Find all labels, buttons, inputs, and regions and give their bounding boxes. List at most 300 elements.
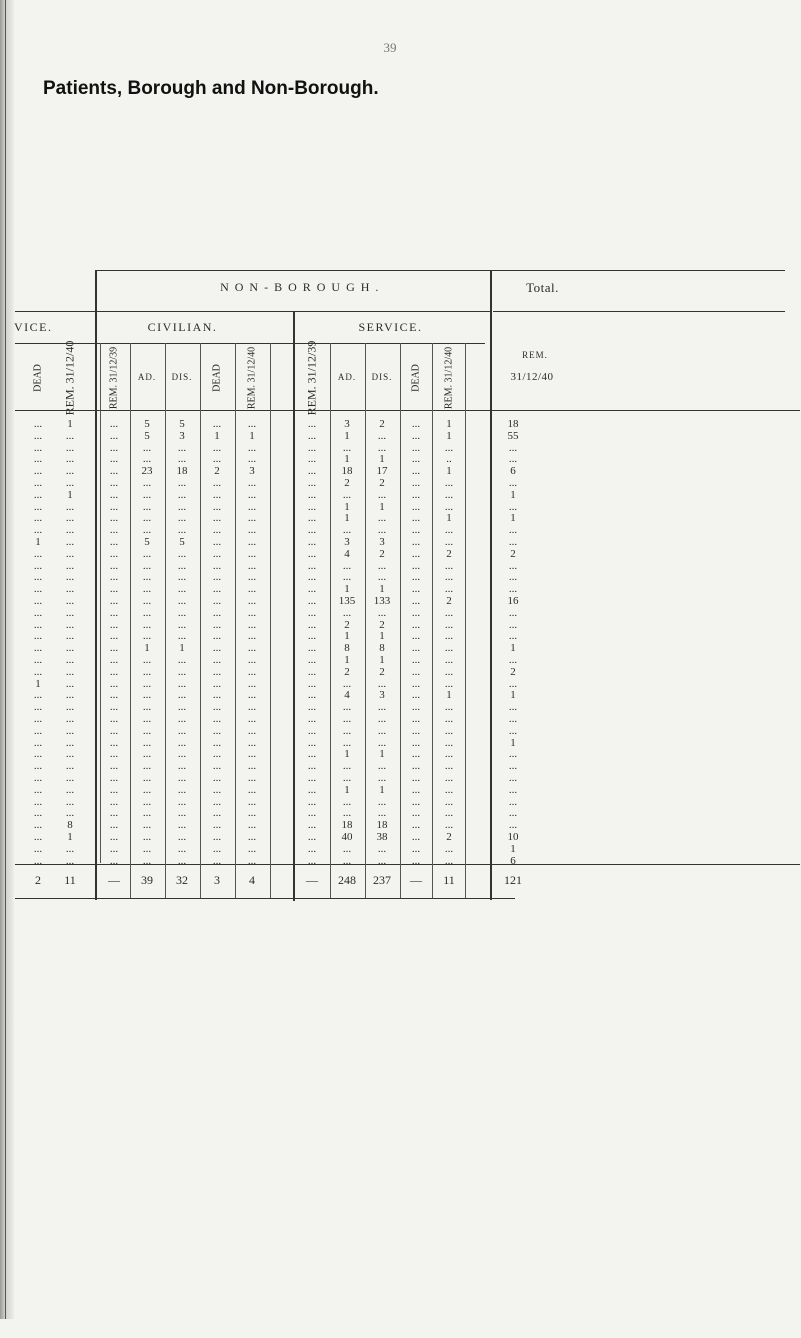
table-cell: ... bbox=[212, 772, 222, 784]
col-rem40-svc: REM. 31/12/40 bbox=[443, 346, 455, 410]
table-cell: ... bbox=[411, 724, 421, 737]
table-cell: ... bbox=[508, 760, 518, 773]
header-non-borough: N O N - B O R O U G H . bbox=[220, 280, 380, 294]
table-cell: ... bbox=[444, 488, 454, 501]
table-cell: ... bbox=[142, 512, 152, 525]
table-cell: ... bbox=[377, 724, 387, 737]
table-cell: ... bbox=[33, 547, 43, 560]
table-cell: ... bbox=[177, 665, 187, 678]
table-cell: ... bbox=[411, 536, 421, 548]
table-cell: ... bbox=[247, 654, 257, 666]
table-cell: ... bbox=[142, 654, 152, 666]
col-rem39-civ: REM. 31/12/39 bbox=[108, 346, 120, 410]
table-cell: ... bbox=[212, 618, 222, 631]
table-cell: 1 bbox=[344, 453, 350, 466]
table-cell: ... bbox=[109, 500, 119, 513]
table-cell: ... bbox=[142, 618, 152, 631]
table-cell: ... bbox=[444, 819, 454, 832]
table-cell: ... bbox=[377, 854, 387, 867]
table-cell: ... bbox=[377, 524, 387, 537]
table-cell: ... bbox=[508, 583, 518, 596]
table-cell: ... bbox=[411, 571, 421, 584]
table-cell: 1 bbox=[446, 465, 452, 478]
table-cell: ... bbox=[342, 854, 352, 867]
table-cell: ... bbox=[307, 689, 317, 702]
col-dis-civ: DIS. bbox=[171, 372, 193, 382]
table-cell: ... bbox=[444, 524, 454, 537]
table-cell: ... bbox=[142, 807, 152, 820]
table-cell: ... bbox=[33, 772, 43, 784]
table-cell: 18 bbox=[341, 465, 353, 478]
table-cell: ... bbox=[377, 488, 387, 501]
table-cell: ... bbox=[247, 807, 257, 820]
table-cell: ... bbox=[177, 748, 187, 761]
table-cell: ... bbox=[411, 831, 421, 843]
table-cell: ... bbox=[247, 713, 257, 725]
table-cell: ... bbox=[65, 689, 75, 702]
table-cell: ... bbox=[247, 665, 257, 678]
table-cell: ... bbox=[142, 441, 152, 454]
table-cell: ... bbox=[342, 488, 352, 501]
table-cell: ... bbox=[377, 559, 387, 572]
table-cell: ... bbox=[33, 571, 43, 584]
table-cell: ... bbox=[307, 559, 317, 572]
table-cell: ... bbox=[177, 583, 187, 596]
table-cell: ... bbox=[142, 630, 152, 643]
table-cell: ... bbox=[142, 665, 152, 678]
table-cell: ... bbox=[444, 713, 454, 725]
table-cell: 1 bbox=[510, 642, 516, 655]
table-cell: ... bbox=[342, 772, 352, 784]
table-cell: ... bbox=[142, 831, 152, 843]
table-cell: 135 bbox=[338, 595, 356, 607]
table-cell: ... bbox=[342, 441, 352, 454]
table-cell: ... bbox=[377, 701, 387, 714]
table-cell: 2 bbox=[510, 547, 516, 560]
table-cell: ... bbox=[33, 630, 43, 643]
table-cell: ... bbox=[65, 665, 75, 678]
table-cell: ... bbox=[411, 654, 421, 666]
table-cell: ... bbox=[177, 524, 187, 537]
table-cell: 133 bbox=[373, 595, 391, 607]
table-cell: ... bbox=[33, 819, 43, 832]
table-cell: 1 bbox=[446, 689, 452, 702]
table-cell: 4 bbox=[344, 689, 350, 702]
table-cell: ... bbox=[109, 736, 119, 749]
table-cell: ... bbox=[247, 418, 257, 430]
table-cell: 1 bbox=[67, 831, 73, 843]
table-cell: ... bbox=[177, 842, 187, 855]
table-cell: ... bbox=[247, 571, 257, 584]
header-vice: VICE. bbox=[14, 320, 53, 334]
total-cell: — bbox=[410, 873, 422, 887]
table-cell: 1 bbox=[344, 500, 350, 513]
table-cell: ... bbox=[377, 807, 387, 820]
table-cell: ... bbox=[33, 465, 43, 478]
table-cell: ... bbox=[307, 618, 317, 631]
table-cell: ... bbox=[411, 642, 421, 655]
table-cell: ... bbox=[212, 724, 222, 737]
table-cell: ... bbox=[109, 748, 119, 761]
table-cell: 2 bbox=[214, 465, 220, 478]
table-cell: ... bbox=[65, 701, 75, 714]
table-cell: ... bbox=[177, 512, 187, 525]
table-cell: ... bbox=[109, 606, 119, 619]
table-cell: 3 bbox=[379, 536, 385, 548]
table-cell: ... bbox=[142, 748, 152, 761]
table-cell: ... bbox=[33, 642, 43, 655]
table-cell: ... bbox=[142, 783, 152, 796]
table-cell: ... bbox=[65, 630, 75, 643]
table-cell: ... bbox=[33, 842, 43, 855]
table-cell: ... bbox=[177, 689, 187, 702]
table-cell: 1 bbox=[446, 429, 452, 442]
table-cell: ... bbox=[109, 595, 119, 607]
total-cell: 4 bbox=[249, 873, 255, 887]
table-cell: ... bbox=[411, 854, 421, 867]
table-cell: ... bbox=[307, 595, 317, 607]
table-cell: ... bbox=[307, 795, 317, 808]
table-cell: ... bbox=[33, 724, 43, 737]
table-cell: ... bbox=[307, 453, 317, 466]
table-cell: ... bbox=[247, 536, 257, 548]
rule-top bbox=[95, 270, 785, 271]
table-cell: ... bbox=[411, 630, 421, 643]
table-cell: .. bbox=[446, 453, 452, 466]
table-cell: ... bbox=[508, 477, 518, 489]
table-cell: ... bbox=[247, 842, 257, 855]
table-cell: ... bbox=[411, 595, 421, 607]
table-cell: ... bbox=[109, 418, 119, 430]
table-cell: ... bbox=[444, 783, 454, 796]
table-cell: 2 bbox=[379, 618, 385, 631]
table-cell: ... bbox=[377, 677, 387, 690]
table-cell: ... bbox=[307, 500, 317, 513]
col-dead-civ: DEAD bbox=[211, 364, 223, 392]
table-cell: ... bbox=[65, 559, 75, 572]
table-cell: ... bbox=[109, 642, 119, 655]
header-civilian: CIVILIAN. bbox=[147, 320, 218, 334]
table-cell: ... bbox=[444, 748, 454, 761]
table-cell: ... bbox=[65, 748, 75, 761]
table-cell: ... bbox=[342, 795, 352, 808]
table-cell: ... bbox=[212, 595, 222, 607]
total-cell: 2 bbox=[35, 873, 41, 887]
table-cell: ... bbox=[444, 677, 454, 690]
table-cell: ... bbox=[307, 665, 317, 678]
table-cell: ... bbox=[177, 441, 187, 454]
table-cell: ... bbox=[411, 783, 421, 796]
table-cell: 5 bbox=[144, 536, 150, 548]
vrule-2 bbox=[100, 343, 101, 863]
vrule-4 bbox=[165, 343, 166, 898]
table-cell: 3 bbox=[379, 689, 385, 702]
table-cell: ... bbox=[307, 512, 317, 525]
table-cell: ... bbox=[177, 477, 187, 489]
table-cell: ... bbox=[377, 772, 387, 784]
table-cell: ... bbox=[142, 606, 152, 619]
table-cell: ... bbox=[411, 441, 421, 454]
table-cell: ... bbox=[411, 500, 421, 513]
table-cell: ... bbox=[247, 595, 257, 607]
vrule-1 bbox=[95, 270, 97, 900]
table-cell: ... bbox=[508, 701, 518, 714]
table-cell: ... bbox=[342, 713, 352, 725]
table-cell: ... bbox=[33, 559, 43, 572]
table-cell: ... bbox=[109, 429, 119, 442]
vrule-13 bbox=[465, 343, 466, 898]
table-cell: ... bbox=[33, 595, 43, 607]
table-cell: 1 bbox=[67, 488, 73, 501]
table-cell: ... bbox=[109, 665, 119, 678]
rule-subgroup bbox=[15, 343, 485, 344]
table-cell: ... bbox=[109, 772, 119, 784]
table-cell: ... bbox=[177, 618, 187, 631]
table-cell: ... bbox=[109, 760, 119, 773]
table-cell: ... bbox=[411, 807, 421, 820]
table-cell: ... bbox=[508, 524, 518, 537]
table-cell: ... bbox=[33, 748, 43, 761]
table-cell: ... bbox=[307, 571, 317, 584]
rule-header-bottom bbox=[15, 410, 800, 411]
table-cell: ... bbox=[177, 654, 187, 666]
table-cell: ... bbox=[177, 724, 187, 737]
col-dead-vice: DEAD bbox=[32, 364, 44, 392]
table-cell: ... bbox=[109, 630, 119, 643]
table-cell: ... bbox=[177, 760, 187, 773]
table-cell: ... bbox=[212, 783, 222, 796]
total-cell: 11 bbox=[443, 873, 455, 887]
table-cell: ... bbox=[142, 689, 152, 702]
table-cell: ... bbox=[307, 831, 317, 843]
table-cell: 55 bbox=[507, 429, 519, 442]
table-cell: ... bbox=[247, 677, 257, 690]
table-cell: ... bbox=[342, 524, 352, 537]
table-cell: ... bbox=[212, 418, 222, 430]
rule-totals-top bbox=[15, 864, 800, 865]
table-cell: ... bbox=[307, 642, 317, 655]
table-cell: ... bbox=[307, 783, 317, 796]
table-cell: ... bbox=[212, 795, 222, 808]
table-cell: ... bbox=[247, 689, 257, 702]
page-number: 39 bbox=[383, 40, 397, 55]
table-cell: ... bbox=[307, 465, 317, 478]
table-cell: ... bbox=[177, 500, 187, 513]
table-cell: ... bbox=[212, 854, 222, 867]
table-cell: 1 bbox=[379, 453, 385, 466]
table-cell: ... bbox=[65, 429, 75, 442]
table-cell: ... bbox=[212, 583, 222, 596]
table-cell: ... bbox=[109, 465, 119, 478]
patients-table bbox=[0, 128, 801, 1338]
table-cell: ... bbox=[177, 854, 187, 867]
table-cell: ... bbox=[142, 488, 152, 501]
table-cell: ... bbox=[307, 819, 317, 832]
table-cell: ... bbox=[33, 654, 43, 666]
total-cell: 237 bbox=[373, 873, 391, 887]
vrule-14 bbox=[490, 270, 492, 900]
table-cell: ... bbox=[177, 701, 187, 714]
table-cell: ... bbox=[142, 713, 152, 725]
table-cell: ... bbox=[109, 583, 119, 596]
col-dis-svc: DIS. bbox=[371, 372, 393, 382]
table-cell: ... bbox=[307, 606, 317, 619]
table-cell: ... bbox=[65, 606, 75, 619]
table-cell: 2 bbox=[379, 547, 385, 560]
table-cell: ... bbox=[212, 748, 222, 761]
table-cell: ... bbox=[177, 453, 187, 466]
table-cell: ... bbox=[212, 606, 222, 619]
table-cell: ... bbox=[342, 736, 352, 749]
table-cell: 1 bbox=[344, 783, 350, 796]
table-cell: ... bbox=[109, 524, 119, 537]
table-cell: ... bbox=[307, 854, 317, 867]
table-cell: ... bbox=[342, 677, 352, 690]
table-cell: ... bbox=[307, 760, 317, 773]
table-cell: ... bbox=[65, 654, 75, 666]
table-cell: ... bbox=[33, 488, 43, 501]
table-cell: ... bbox=[65, 500, 75, 513]
table-cell: 2 bbox=[446, 547, 452, 560]
table-cell: ... bbox=[508, 807, 518, 820]
table-cell: ... bbox=[33, 795, 43, 808]
col-rem40-civ: REM. 31/12/40 bbox=[246, 346, 258, 410]
table-cell: ... bbox=[444, 654, 454, 666]
table-cell: ... bbox=[33, 665, 43, 678]
table-cell: ... bbox=[142, 677, 152, 690]
table-cell: ... bbox=[411, 819, 421, 832]
table-cell: ... bbox=[377, 736, 387, 749]
table-cell: ... bbox=[65, 571, 75, 584]
table-cell: ... bbox=[177, 795, 187, 808]
table-cell: ... bbox=[444, 500, 454, 513]
table-cell: ... bbox=[411, 689, 421, 702]
table-cell: 8 bbox=[379, 642, 385, 655]
table-cell: ... bbox=[508, 783, 518, 796]
table-cell: ... bbox=[342, 807, 352, 820]
table-cell: ... bbox=[65, 595, 75, 607]
vrule-3 bbox=[130, 343, 131, 898]
table-cell: ... bbox=[65, 547, 75, 560]
table-cell: 3 bbox=[344, 536, 350, 548]
table-cell: ... bbox=[508, 559, 518, 572]
table-cell: ... bbox=[33, 606, 43, 619]
table-cell: ... bbox=[65, 724, 75, 737]
table-cell: ... bbox=[212, 524, 222, 537]
vrule-6 bbox=[235, 343, 236, 898]
table-cell: ... bbox=[411, 842, 421, 855]
table-cell: ... bbox=[142, 736, 152, 749]
table-cell: ... bbox=[377, 760, 387, 773]
table-cell: ... bbox=[109, 677, 119, 690]
total-cell: — bbox=[306, 873, 318, 887]
table-cell: ... bbox=[307, 477, 317, 489]
table-cell: ... bbox=[109, 441, 119, 454]
table-cell: ... bbox=[212, 701, 222, 714]
table-cell: ... bbox=[444, 630, 454, 643]
table-cell: ... bbox=[33, 512, 43, 525]
table-cell: ... bbox=[109, 831, 119, 843]
table-cell: ... bbox=[109, 453, 119, 466]
table-cell: ... bbox=[342, 760, 352, 773]
total-cell: 3 bbox=[214, 873, 220, 887]
table-cell: ... bbox=[212, 547, 222, 560]
table-cell: ... bbox=[109, 842, 119, 855]
table-cell: ... bbox=[65, 618, 75, 631]
table-cell: ... bbox=[177, 807, 187, 820]
table-cell: ... bbox=[508, 724, 518, 737]
table-cell: ... bbox=[508, 618, 518, 631]
table-cell: ... bbox=[33, 453, 43, 466]
table-cell: ... bbox=[33, 524, 43, 537]
table-cell: ... bbox=[247, 772, 257, 784]
table-cell: ... bbox=[444, 665, 454, 678]
table-cell: ... bbox=[508, 500, 518, 513]
table-cell: ... bbox=[444, 854, 454, 867]
table-cell: ... bbox=[342, 724, 352, 737]
rule-totals-bottom bbox=[15, 898, 515, 899]
header-rem-date: 31/12/40 bbox=[510, 371, 554, 383]
table-cell: 8 bbox=[67, 819, 73, 832]
table-cell: 2 bbox=[379, 477, 385, 489]
table-cell: ... bbox=[247, 524, 257, 537]
table-cell: 2 bbox=[379, 665, 385, 678]
table-cell: ... bbox=[247, 500, 257, 513]
table-cell: ... bbox=[142, 583, 152, 596]
table-cell: 1 bbox=[510, 689, 516, 702]
table-cell: 3 bbox=[344, 418, 350, 430]
header-service: SERVICE. bbox=[358, 320, 423, 334]
table-cell: ... bbox=[444, 606, 454, 619]
vrule-9 bbox=[330, 343, 331, 898]
table-cell: ... bbox=[142, 760, 152, 773]
table-cell: ... bbox=[33, 831, 43, 843]
table-cell: ... bbox=[65, 453, 75, 466]
table-cell: ... bbox=[177, 819, 187, 832]
table-cell: ... bbox=[508, 713, 518, 725]
table-cell: ... bbox=[142, 477, 152, 489]
table-cell: ... bbox=[65, 642, 75, 655]
table-cell: ... bbox=[444, 724, 454, 737]
table-cell: ... bbox=[411, 606, 421, 619]
table-cell: ... bbox=[33, 854, 43, 867]
table-cell: ... bbox=[307, 701, 317, 714]
table-cell: ... bbox=[342, 559, 352, 572]
vrule-5 bbox=[200, 343, 201, 898]
table-cell: ... bbox=[142, 701, 152, 714]
table-cell: ... bbox=[508, 606, 518, 619]
table-cell: ... bbox=[508, 630, 518, 643]
table-cell: ... bbox=[377, 795, 387, 808]
table-cell: ... bbox=[247, 642, 257, 655]
table-cell: 2 bbox=[510, 665, 516, 678]
table-cell: ... bbox=[65, 524, 75, 537]
table-cell: ... bbox=[247, 453, 257, 466]
table-cell: ... bbox=[247, 760, 257, 773]
table-cell: ... bbox=[307, 441, 317, 454]
table-cell: ... bbox=[212, 536, 222, 548]
table-cell: ... bbox=[33, 441, 43, 454]
table-cell: ... bbox=[247, 441, 257, 454]
table-cell: ... bbox=[33, 713, 43, 725]
table-cell: ... bbox=[65, 583, 75, 596]
table-cell: ... bbox=[65, 854, 75, 867]
table-cell: ... bbox=[508, 795, 518, 808]
table-cell: 1 bbox=[179, 642, 185, 655]
table-cell: 1 bbox=[446, 418, 452, 430]
table-cell: ... bbox=[142, 772, 152, 784]
table-cell: 3 bbox=[249, 465, 255, 478]
